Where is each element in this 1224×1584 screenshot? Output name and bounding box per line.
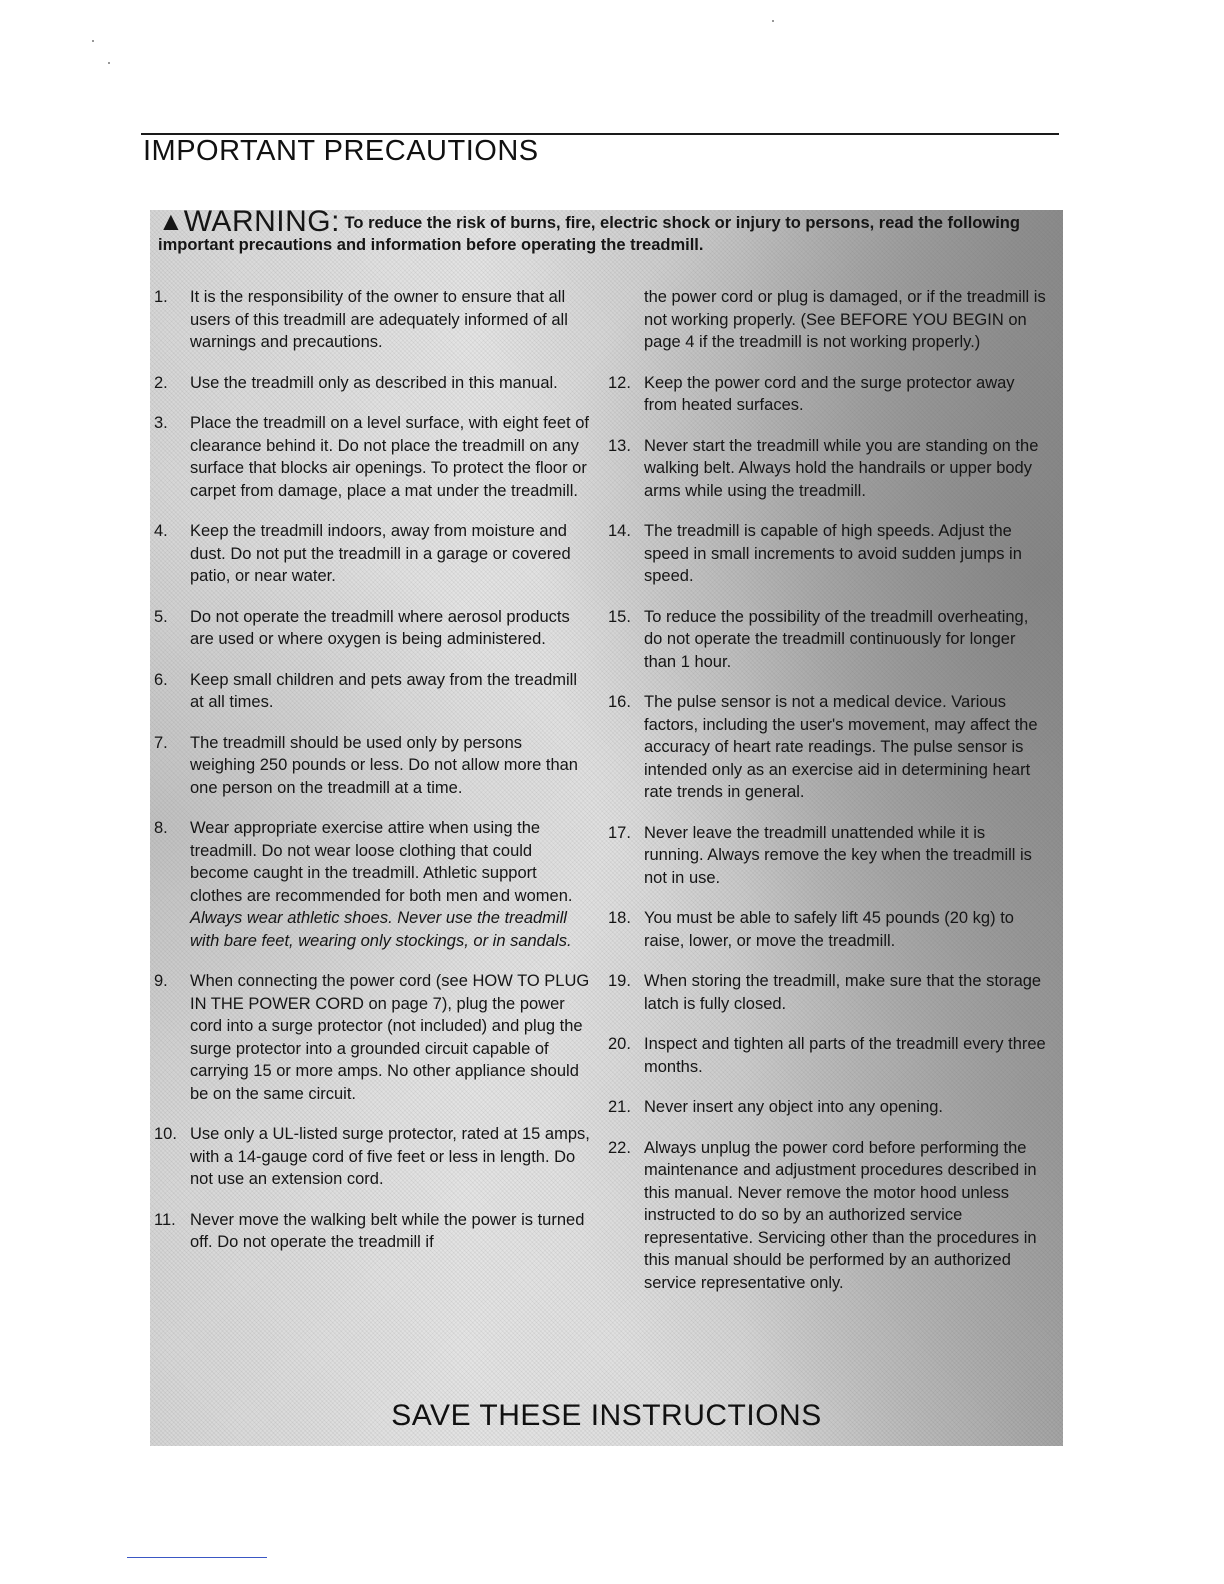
item-text: Keep the treadmill indoors, away from moisture and dust. Do not put the treadmill in a garage or covered patio, or near water. (190, 522, 571, 585)
scan-speck (772, 20, 774, 22)
warning-label: WARNING: (183, 205, 340, 238)
item-text: Use only a UL-listed surge protector, rated at 15 amps, with a 14-gauge cord of five feet or less in length. Do not use an extension cord. (190, 1125, 590, 1188)
precaution-item (154, 606, 590, 651)
item-text: To reduce the possibility of the treadmill overheating, do not operate the treadmill continuously for longer than 1 hour. (644, 607, 1029, 671)
warning-header (158, 205, 1048, 256)
item-number: 1. (154, 288, 168, 306)
item-text: The pulse sensor is not a medical device. Various factors, including the user's movement, may affect the accuracy of heart rate readings. The pulse sensor is intended only as an exercise aid in determining heart rate trends in general. (644, 693, 1038, 801)
warning-intro: To reduce the risk of burns, fire, electric shock or injury to persons, read the following important precautions and information before operating the treadmill. (158, 214, 1020, 254)
precautions-left-column (154, 286, 590, 1272)
precaution-item (154, 669, 590, 714)
item-number: 22. (608, 1138, 631, 1157)
precaution-item (154, 970, 590, 1105)
item-number: 6. (154, 670, 168, 689)
item-number: 18. (608, 909, 631, 927)
item-number: 14. (608, 522, 631, 540)
footer-rule (127, 1557, 267, 1558)
item-number: 13. (608, 436, 631, 455)
item-number: 5. (154, 607, 168, 626)
page-title: IMPORTANT PRECAUTIONS (143, 135, 539, 167)
item-number: 19. (608, 972, 631, 990)
item-number: 9. (154, 972, 168, 990)
item-number: 7. (154, 733, 168, 752)
item-number: 8. (154, 819, 168, 837)
item-text (190, 817, 590, 952)
item-number: 2. (154, 373, 168, 392)
precautions-right-column (608, 286, 1048, 1312)
item-number: 16. (608, 693, 631, 711)
precaution-item (608, 1096, 1048, 1119)
item-number: 4. (154, 522, 168, 540)
item-text: You must be able to safely lift 45 pounds (20 kg) to raise, lower, or move the treadmill. (644, 909, 1014, 950)
precaution-item (608, 1033, 1048, 1078)
item-text-italic: Always wear athletic shoes. Never use the treadmill with bare feet, wearing only stockings, or in sandals. (190, 909, 572, 950)
item-text: Place the treadmill on a level surface, with eight feet of clearance behind it. Do not place the treadmill on any surface that blocks air openings. To protect the floor or carpet from damage, place a mat under the treadmill. (190, 414, 589, 500)
precaution-item (608, 822, 1048, 890)
item-text: Keep small children and pets away from the treadmill at all times. (190, 670, 578, 711)
item-text: It is the responsibility of the owner to ensure that all users of this treadmill are adequately informed of all warnings and precautions. (190, 288, 568, 351)
item-text: Never start the treadmill while you are standing on the walking belt. Always hold the handrails or upper body arms while using the treadmill. (644, 436, 1039, 500)
scan-speck (92, 40, 94, 42)
warning-panel (150, 205, 1063, 1446)
item-number: 21. (608, 1098, 631, 1116)
item-text: The treadmill should be used only by persons weighing 250 pounds or less. Do not allow more than one person on the treadmill at a time. (190, 733, 578, 797)
item-number: 10. (154, 1125, 177, 1143)
scan-speck (108, 62, 110, 64)
precaution-item (608, 435, 1048, 503)
item-number: 11. (154, 1210, 176, 1229)
item-text-plain: Wear appropriate exercise attire when using the treadmill. Do not wear loose clothing that could become caught in the treadmill. Athletic support clothes are recommended for both men and women. (190, 819, 573, 905)
precaution-item (608, 1137, 1048, 1295)
item-number: 15. (608, 607, 631, 626)
precaution-item (608, 970, 1048, 1015)
item-text: Never move the walking belt while the power is turned off. Do not operate the treadmill if (190, 1210, 585, 1251)
precaution-item (154, 286, 590, 354)
precaution-item (154, 1209, 590, 1254)
precaution-item (154, 372, 590, 395)
item-text: Never leave the treadmill unattended while it is running. Always remove the key when the treadmill is not in use. (644, 823, 1032, 887)
precaution-item (608, 520, 1048, 588)
item-text: The treadmill is capable of high speeds. Adjust the speed in small increments to avoid sudden jumps in speed. (644, 522, 1022, 585)
item-text: Do not operate the treadmill where aerosol products are used or where oxygen is being administered. (190, 607, 570, 648)
item-text: Keep the power cord and the surge protector away from heated surfaces. (644, 373, 1015, 414)
precaution-item (608, 907, 1048, 952)
item-text: Never insert any object into any opening. (644, 1098, 944, 1116)
item-text: When connecting the power cord (see HOW TO PLUG IN THE POWER CORD on page 7), plug the power cord into a surge protector (not included) and plug the surge protector into a grounded circuit capable of carrying 15 or more amps. No other appliance should be on the same circuit. (190, 972, 590, 1103)
item-text: Always unplug the power cord before performing the maintenance and adjustment procedures described in this manual. Never remove the motor hood unless instructed to do so by an authorized service representative. Servicing other than the procedures in this manual should be performed by an authorized service representative only. (644, 1138, 1037, 1292)
precaution-item (154, 520, 590, 588)
item-number: 20. (608, 1035, 631, 1053)
precaution-item (608, 372, 1048, 417)
item-text: Use the treadmill only as described in this manual. (190, 373, 558, 392)
item-text: When storing the treadmill, make sure that the storage latch is fully closed. (644, 972, 1042, 1013)
precaution-item (608, 691, 1048, 804)
precaution-item (154, 732, 590, 800)
warning-triangle-icon: ▲ (158, 206, 184, 236)
precaution-item (154, 1123, 590, 1191)
precaution-item (154, 817, 590, 952)
save-instructions-banner: SAVE THESE INSTRUCTIONS (391, 1399, 822, 1432)
item-11-continuation: the power cord or plug is damaged, or if the treadmill is not working properly. (See BEFORE YOU BEGIN on page 4 if the treadmill is not working properly.) (644, 288, 1046, 351)
item-text: Inspect and tighten all parts of the treadmill every three months. (644, 1035, 1046, 1076)
item-number: 3. (154, 414, 168, 432)
item-number: 12. (608, 373, 631, 392)
precaution-item (608, 606, 1048, 674)
item-number: 17. (608, 823, 631, 842)
precaution-item (154, 412, 590, 502)
